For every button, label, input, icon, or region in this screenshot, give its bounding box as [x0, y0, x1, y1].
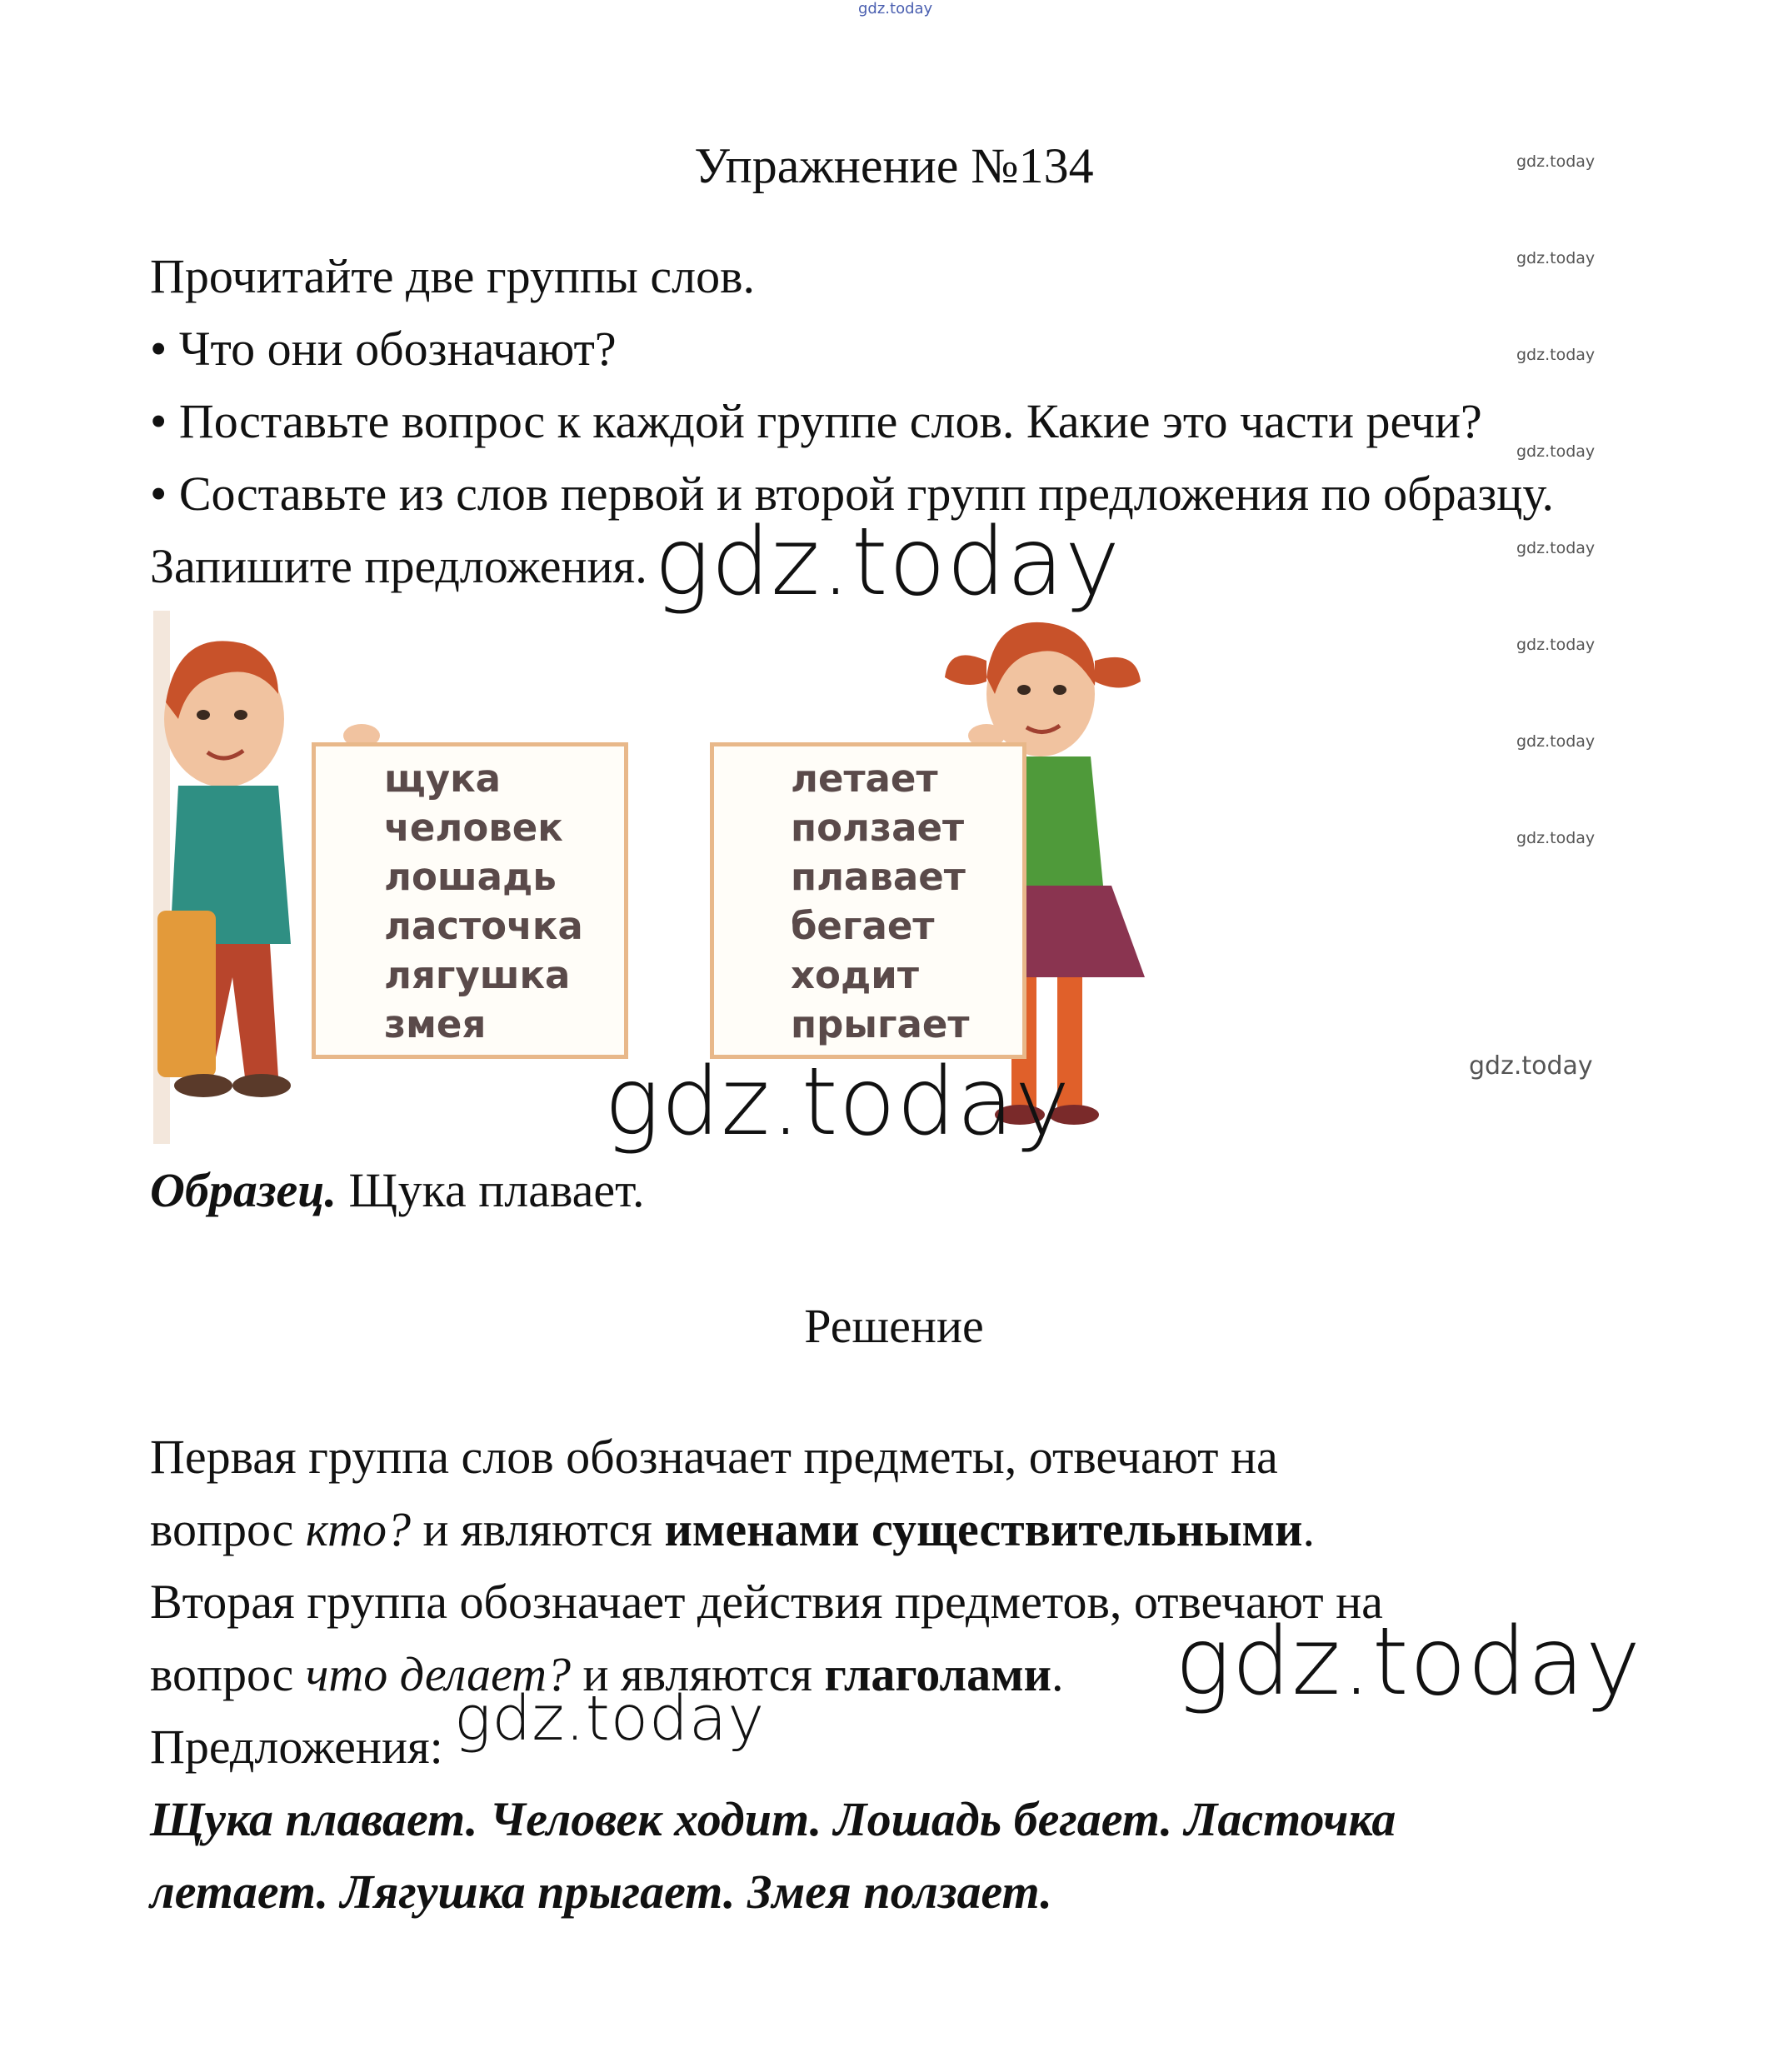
question-word: что делает?: [305, 1647, 571, 1701]
task-line: Запишите предложения.: [150, 539, 647, 593]
side-watermark: gdz.today: [1469, 1051, 1593, 1081]
word-panel-nouns: [312, 742, 628, 1059]
term-bold: глаголами: [824, 1647, 1052, 1701]
big-watermark: gdz.today: [654, 508, 1121, 617]
side-watermark: gdz.today: [1516, 539, 1596, 557]
solution-line: Вторая группа обозначает действия предметов, отвечают на: [150, 1575, 1383, 1629]
panel-word: лошадь: [384, 855, 557, 899]
panel-word: лягушка: [384, 953, 571, 997]
task-bullet: • Что они обозначают?: [150, 325, 617, 373]
side-watermark: gdz.today: [1516, 249, 1596, 267]
panel-word: плавает: [791, 855, 966, 899]
panel-word: прыгает: [791, 1002, 970, 1046]
panel-word: бегает: [791, 904, 935, 948]
word-panel-verbs: [710, 742, 1026, 1059]
side-watermark: gdz.today: [1516, 152, 1596, 171]
panel-word: ползает: [791, 806, 965, 850]
side-watermark: gdz.today: [1516, 732, 1596, 751]
big-watermark: gdz.today: [454, 1683, 766, 1755]
answer-line: Щука плавает. Человек ходит. Лошадь бегает. Ласточка: [150, 1792, 1396, 1846]
panel-word: ходит: [791, 953, 919, 997]
panel-word: летает: [791, 756, 938, 801]
solution-line: вопрос кто? и являются именами существительными.: [150, 1502, 1315, 1556]
side-watermark: gdz.today: [1516, 346, 1596, 364]
side-watermark: gdz.today: [1516, 829, 1596, 847]
sample-text: Щука плавает.: [348, 1163, 645, 1217]
task-bullet: • Составьте из слов первой и второй групп предложения по образцу.: [150, 470, 1554, 518]
question-word: кто?: [305, 1502, 411, 1556]
solution-line: вопрос что делает? и являются глаголами.: [150, 1647, 1064, 1701]
big-watermark: gdz.today: [1175, 1608, 1642, 1716]
big-watermark: gdz.today: [604, 1048, 1071, 1156]
top-watermark: gdz.today: [858, 0, 933, 17]
task-line: Прочитайте две группы слов.: [150, 249, 755, 303]
solution-line: Первая группа слов обозначает предметы, отвечают на: [150, 1430, 1278, 1484]
panel-word: человек: [384, 806, 563, 850]
sentences-label: Предложения:: [150, 1720, 443, 1774]
side-watermark: gdz.today: [1516, 636, 1596, 654]
task-bullet: • Поставьте вопрос к каждой группе слов. Какие это части речи?: [150, 397, 1482, 446]
sample-label: Образец.: [150, 1163, 337, 1217]
sample-line: [150, 1163, 645, 1217]
side-watermark: gdz.today: [1516, 442, 1596, 461]
panel-word: щука: [384, 756, 501, 801]
answer-line: летает. Лягушка прыгает. Змея ползает.: [150, 1865, 1052, 1919]
panel-word: ласточка: [384, 904, 583, 948]
solution-title: Решение: [804, 1299, 984, 1353]
term-bold: именами существительными: [664, 1502, 1303, 1556]
exercise-title: Упражнение №134: [694, 138, 1094, 193]
panel-word: змея: [384, 1002, 487, 1046]
